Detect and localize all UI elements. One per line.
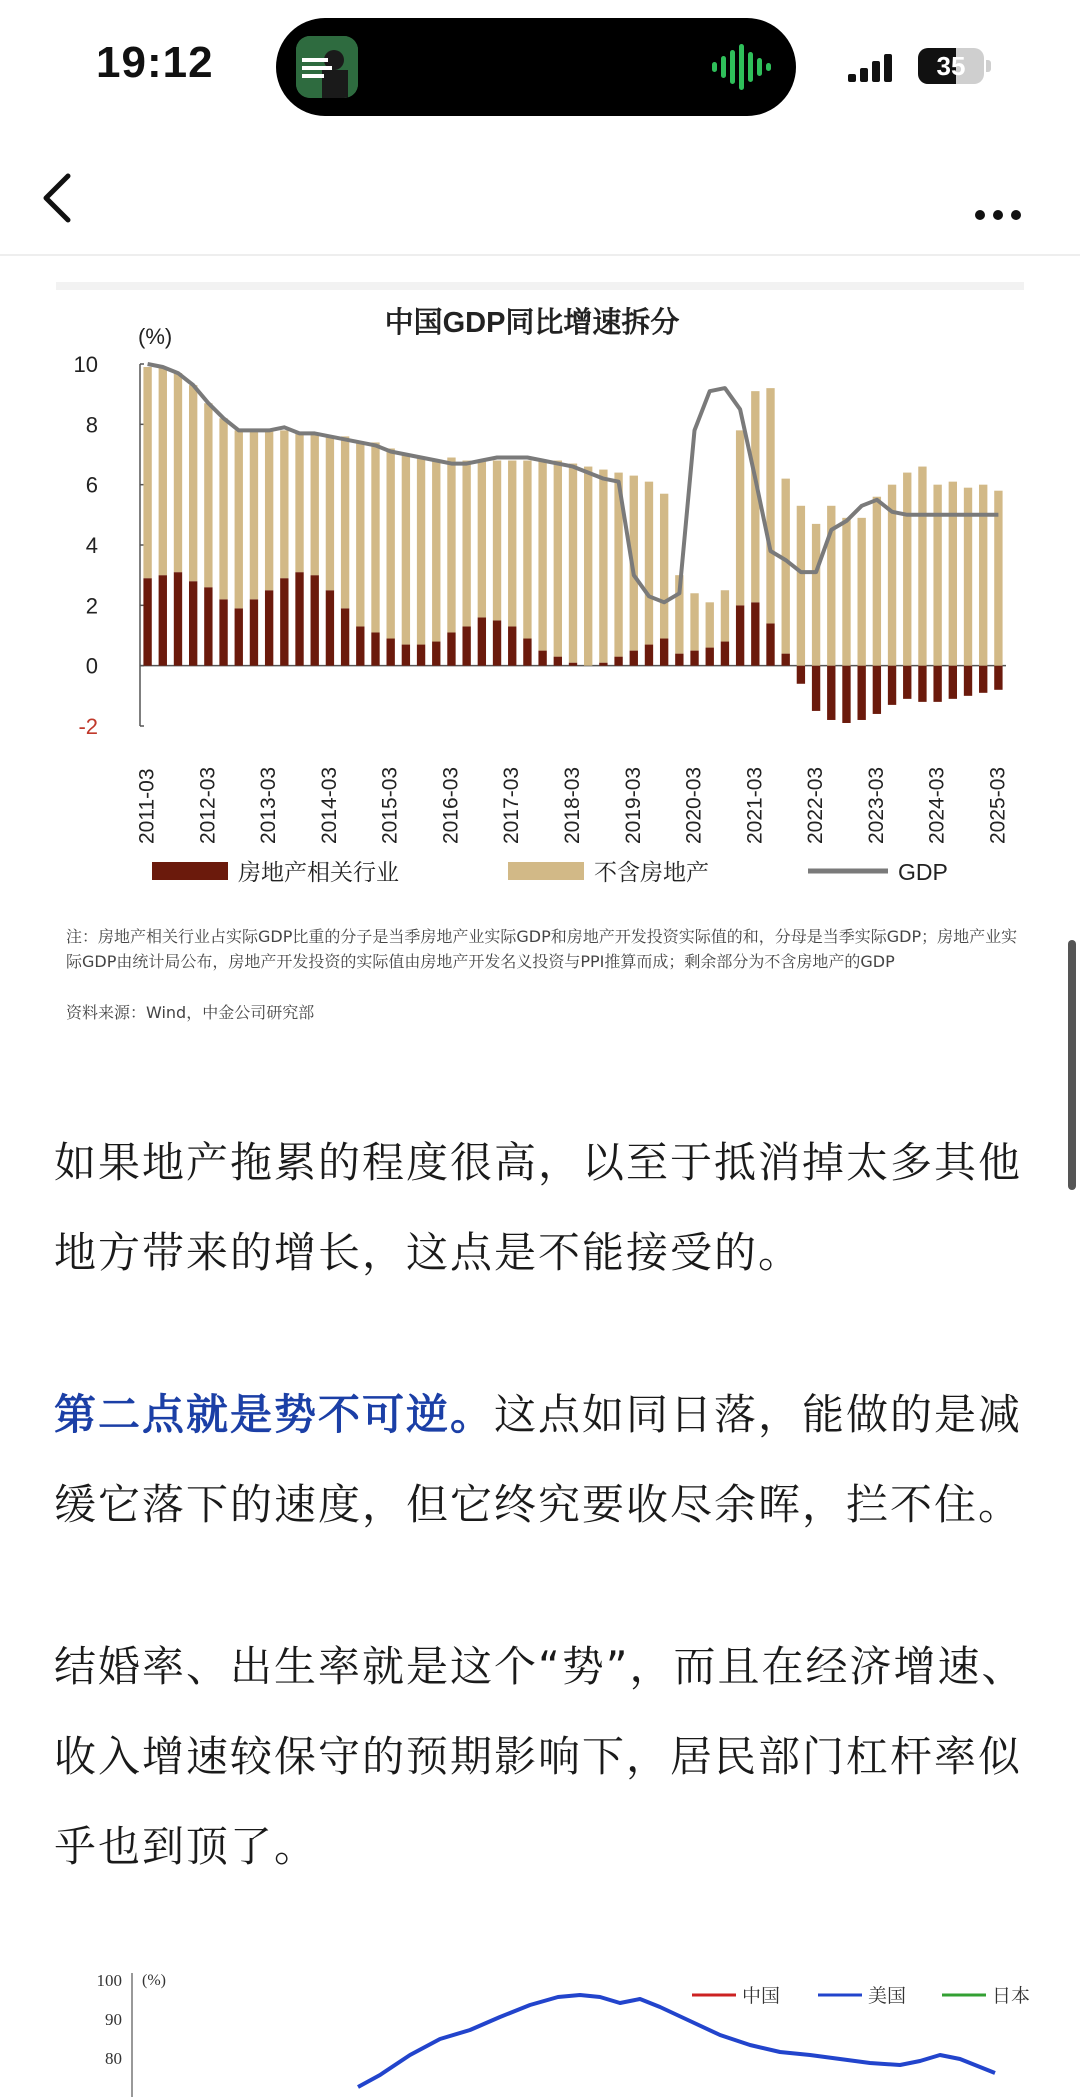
bar-ex-real-estate: [402, 455, 410, 645]
bar-real-estate: [797, 666, 805, 684]
chart-footnote: 注：房地产相关行业占实际GDP比重的分子是当季房地产业实际GDP和房地产开发投资实际值的和，分母是当季实际GDP；房地产业实际GDP由统计局公布，房地产开发投资的实际值由房地产开发名义投资与PPI推算而成；剩余部分为不含房地产的GDP: [66, 927, 1018, 971]
x-tick-label: 2018-03: [561, 766, 584, 844]
y-tick-label: 0: [85, 653, 98, 679]
bar-ex-real-estate: [706, 602, 714, 647]
bar-real-estate: [417, 645, 425, 666]
bar-real-estate: [933, 666, 941, 702]
bar-real-estate: [265, 590, 273, 665]
bar-ex-real-estate: [341, 436, 349, 608]
bar-ex-real-estate: [554, 461, 562, 657]
legend-label: 不含房地产: [594, 859, 709, 885]
y-tick-label: 6: [85, 472, 98, 498]
bar-real-estate: [660, 639, 668, 666]
bar-real-estate: [432, 642, 440, 666]
bar-ex-real-estate: [311, 433, 319, 575]
bar-real-estate: [280, 578, 288, 665]
y-tick-label: 2: [85, 593, 98, 619]
bar-ex-real-estate: [250, 430, 258, 599]
bar-real-estate: [523, 639, 531, 666]
bar-ex-real-estate: [766, 388, 774, 623]
x-tick-label: 2023-03: [864, 766, 888, 844]
y-tick-label: 100: [96, 1971, 122, 1990]
scroll-indicator[interactable]: [1068, 940, 1076, 1190]
x-tick-label: 2024-03: [925, 766, 949, 844]
bar-real-estate: [356, 626, 364, 665]
bar-real-estate: [782, 654, 790, 666]
paragraph-text: 这点如同日落，能做的是减缓它落下的速度，但它终究要收尽余晖，拦不住。: [54, 1390, 1023, 1529]
x-tick-label: 2012-03: [196, 766, 220, 844]
bar-real-estate: [371, 632, 379, 665]
usa-line: [358, 1995, 995, 2087]
bar-ex-real-estate: [812, 524, 820, 666]
legend-label: 中国: [742, 1986, 781, 2007]
bar-real-estate: [736, 605, 744, 665]
bar-ex-real-estate: [979, 485, 987, 666]
bar-real-estate: [341, 608, 349, 665]
x-tick-label: 2014-03: [317, 766, 341, 844]
now-playing-app-icon[interactable]: [296, 36, 358, 98]
x-tick-label: 2025-03: [986, 766, 1010, 844]
chart-source: 资料来源：Wind，中金公司研究部: [66, 1003, 315, 1022]
bar-ex-real-estate: [584, 467, 592, 666]
bar-ex-real-estate: [903, 473, 911, 666]
bar-ex-real-estate: [994, 491, 1002, 666]
bar-ex-real-estate: [736, 430, 744, 605]
legend-label: GDP: [898, 859, 948, 885]
back-button[interactable]: [30, 162, 90, 232]
x-tick-label: 2021-03: [743, 766, 767, 844]
bar-real-estate: [235, 608, 243, 665]
chart-title: 中国GDP同比增速拆分: [384, 307, 680, 339]
bar-ex-real-estate: [371, 442, 379, 632]
bar-ex-real-estate: [645, 482, 653, 645]
bar-ex-real-estate: [280, 430, 288, 578]
bar-real-estate: [766, 623, 774, 665]
bar-ex-real-estate: [493, 461, 501, 621]
y-tick-label: 90: [105, 2010, 122, 2029]
bar-ex-real-estate: [797, 506, 805, 666]
article-paragraph-2: [54, 1370, 1029, 1550]
bar-ex-real-estate: [387, 448, 395, 638]
bar-real-estate: [387, 639, 395, 666]
legend-label: 房地产相关行业: [238, 859, 399, 885]
bar-real-estate: [690, 651, 698, 666]
article-paragraph-3: 结婚率、出生率就是这个“势”，而且在经济增速、收入增速较保守的预期影响下，居民部门杠杆率似乎也到顶了。: [54, 1642, 1026, 1871]
bar-real-estate: [478, 617, 486, 665]
bar-real-estate: [842, 666, 850, 723]
bar-real-estate: [675, 654, 683, 666]
bar-ex-real-estate: [508, 461, 516, 627]
legend-swatch-real-estate: [152, 862, 228, 880]
bar-ex-real-estate: [873, 497, 881, 666]
highlight-text: 第二点就是势不可逆。: [54, 1390, 495, 1439]
bar-ex-real-estate: [949, 482, 957, 666]
bar-real-estate: [994, 666, 1002, 690]
bar-real-estate: [706, 648, 714, 666]
bar-ex-real-estate: [782, 479, 790, 654]
bar-real-estate: [721, 642, 729, 666]
nav-bar: [0, 140, 1080, 256]
bar-real-estate: [219, 599, 227, 665]
bar-ex-real-estate: [842, 518, 850, 666]
bar-real-estate: [462, 626, 470, 665]
bar-real-estate: [402, 645, 410, 666]
more-dots-icon: [960, 162, 1040, 232]
bar-real-estate: [538, 651, 546, 666]
bar-real-estate: [189, 581, 197, 665]
y-tick-label: 10: [73, 352, 98, 377]
chevron-left-icon: [30, 162, 90, 232]
status-time: 19:12: [96, 38, 214, 87]
bar-real-estate: [250, 599, 258, 665]
x-tick-label: 2016-03: [439, 766, 463, 844]
more-options-button[interactable]: [960, 162, 1040, 232]
bar-ex-real-estate: [918, 467, 926, 666]
bar-ex-real-estate: [462, 461, 470, 627]
chart-unit-label: (%): [142, 1972, 166, 1989]
x-tick-label: 2019-03: [621, 766, 645, 844]
bar-ex-real-estate: [599, 470, 607, 663]
bar-ex-real-estate: [159, 367, 167, 575]
x-tick-label: 2020-03: [682, 766, 706, 844]
bar-real-estate: [827, 666, 835, 720]
legend-label: 美国: [868, 1986, 907, 2007]
bar-ex-real-estate: [219, 418, 227, 599]
bar-ex-real-estate: [447, 458, 455, 633]
bar-real-estate: [159, 575, 167, 666]
bar-real-estate: [493, 620, 501, 665]
bar-real-estate: [326, 590, 334, 665]
bar-ex-real-estate: [690, 593, 698, 650]
bar-ex-real-estate: [523, 461, 531, 639]
bar-real-estate: [204, 587, 212, 665]
bar-ex-real-estate: [569, 464, 577, 663]
bar-ex-real-estate: [143, 367, 151, 578]
battery-level-text: 35: [936, 51, 966, 81]
bar-real-estate: [614, 657, 622, 666]
bar-ex-real-estate: [478, 461, 486, 618]
bar-ex-real-estate: [356, 442, 364, 626]
bar-ex-real-estate: [417, 458, 425, 645]
x-tick-label: 2022-03: [804, 766, 828, 844]
dynamic-island[interactable]: [276, 18, 796, 116]
bar-ex-real-estate: [326, 436, 334, 590]
bar-real-estate: [888, 666, 896, 705]
bar-real-estate: [630, 651, 638, 666]
gdp-breakdown-chart: [56, 282, 1024, 885]
bar-ex-real-estate: [660, 494, 668, 639]
article-paragraph-1: 如果地产拖累的程度很高，以至于抵消掉太多其他地方带来的增长，这点是不能接受的。: [54, 1138, 1023, 1277]
x-tick-label: 2017-03: [500, 766, 524, 844]
bar-real-estate: [979, 666, 987, 693]
bar-real-estate: [903, 666, 911, 699]
bar-real-estate: [295, 572, 303, 666]
audio-waveform-icon: [710, 44, 772, 90]
x-tick-label: 2011-03: [135, 768, 159, 844]
bar-real-estate: [554, 657, 562, 666]
y-tick-label: 8: [85, 412, 98, 438]
battery-icon: [918, 48, 984, 84]
bar-real-estate: [569, 663, 577, 666]
bar-real-estate: [508, 626, 516, 665]
bar-real-estate: [143, 578, 151, 665]
y-tick-label: -2: [78, 714, 98, 739]
status-bar: [0, 0, 1080, 130]
x-tick-label: 2015-03: [378, 766, 402, 844]
bar-real-estate: [873, 666, 881, 714]
bar-ex-real-estate: [538, 461, 546, 651]
bar-real-estate: [918, 666, 926, 702]
bar-real-estate: [812, 666, 820, 711]
bar-ex-real-estate: [295, 433, 303, 572]
bar-real-estate: [599, 663, 607, 666]
bar-ex-real-estate: [721, 590, 729, 641]
bar-real-estate: [311, 575, 319, 666]
bar-real-estate: [174, 572, 182, 666]
bar-ex-real-estate: [235, 430, 243, 608]
leverage-comparison-chart: [80, 1955, 1040, 2097]
y-tick-label: 80: [105, 2049, 122, 2068]
bar-real-estate: [949, 666, 957, 699]
bar-ex-real-estate: [933, 485, 941, 666]
legend-label: 日本: [992, 1986, 1031, 2007]
bar-ex-real-estate: [265, 430, 273, 590]
bar-ex-real-estate: [432, 461, 440, 642]
cellular-signal-icon: [848, 52, 900, 82]
chart-unit-label: (%): [138, 324, 173, 349]
bar-real-estate: [447, 632, 455, 665]
bar-ex-real-estate: [189, 385, 197, 581]
bar-real-estate: [645, 645, 653, 666]
bar-ex-real-estate: [174, 373, 182, 572]
legend-swatch-ex-real-estate: [508, 862, 584, 880]
bar-ex-real-estate: [857, 518, 865, 666]
bar-real-estate: [964, 666, 972, 696]
x-tick-label: 2013-03: [257, 766, 281, 844]
bar-ex-real-estate: [204, 403, 212, 587]
y-tick-label: 4: [85, 533, 98, 558]
bar-real-estate: [857, 666, 865, 720]
bar-real-estate: [751, 602, 759, 665]
